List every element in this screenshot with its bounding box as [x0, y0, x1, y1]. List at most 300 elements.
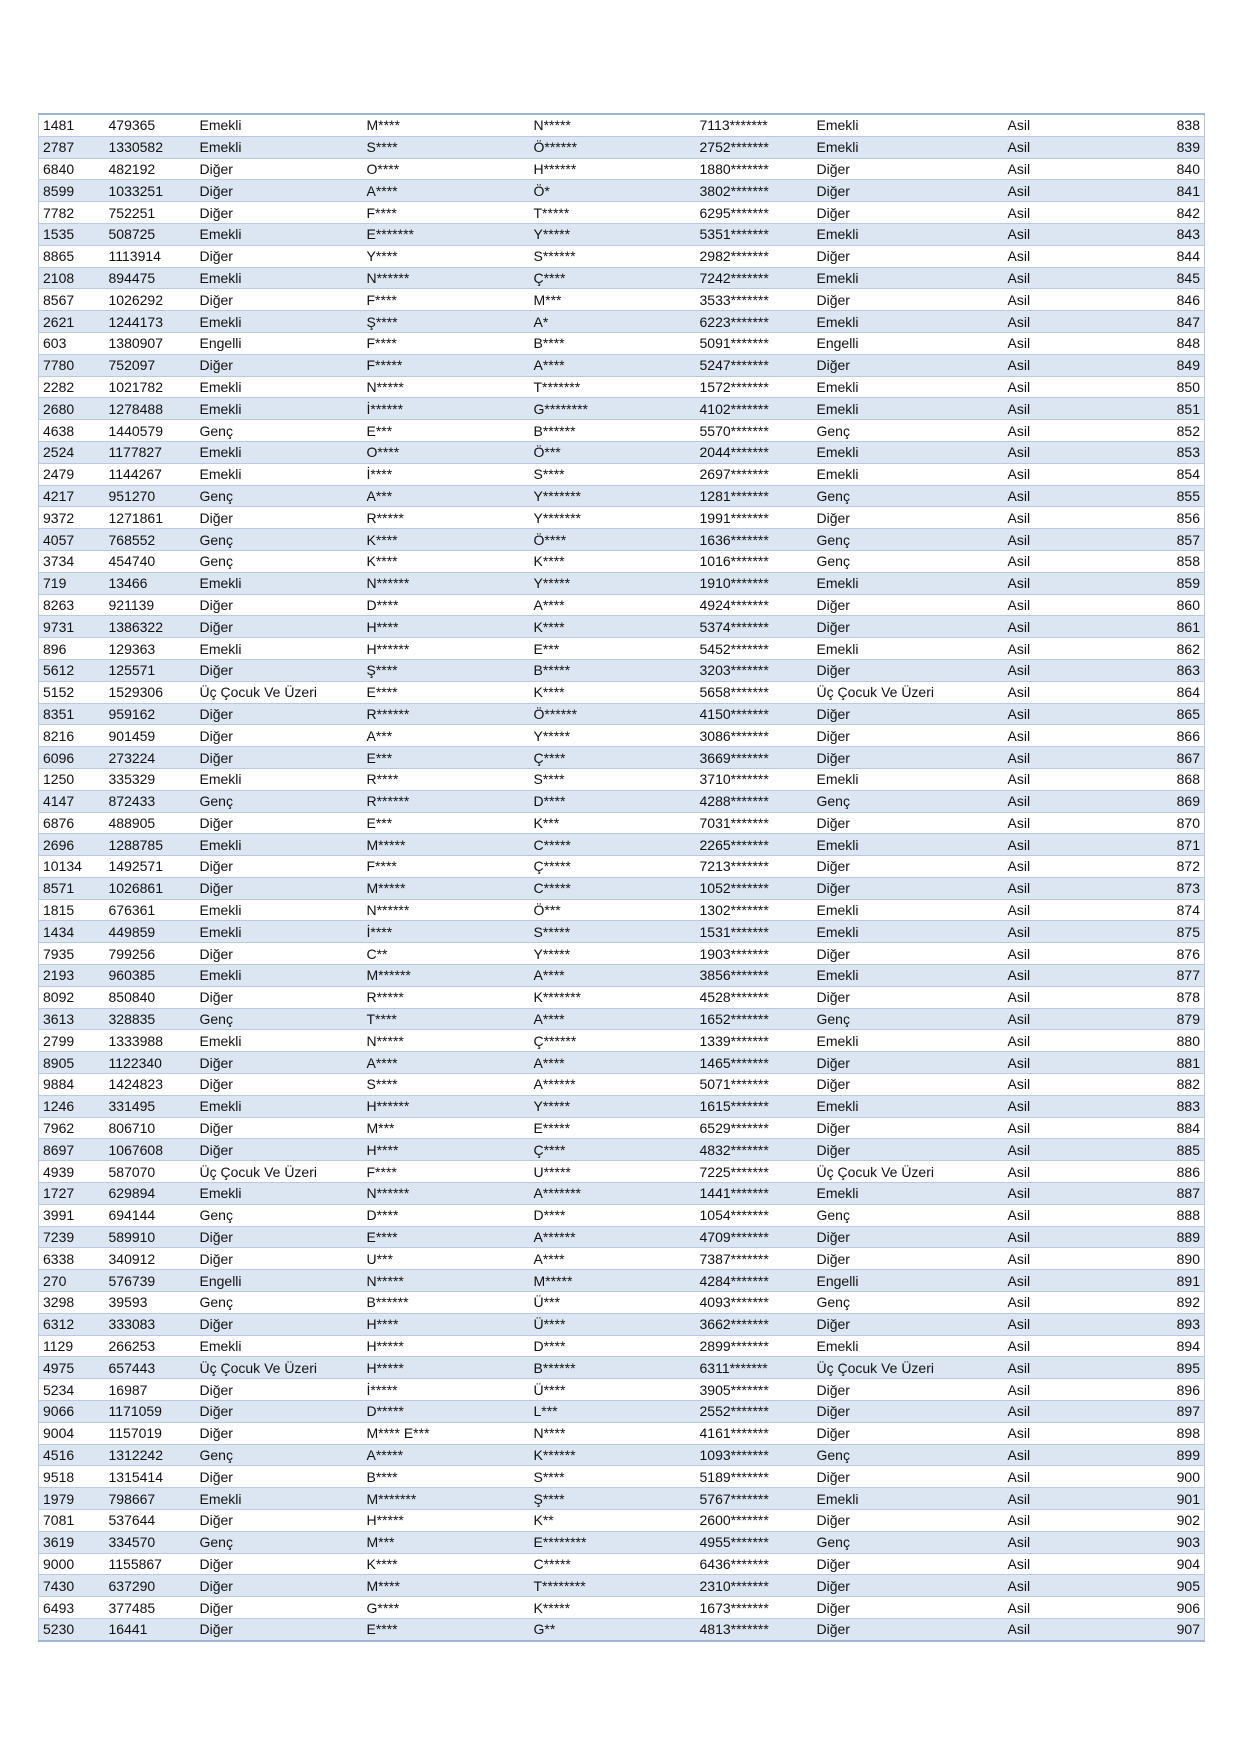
cell-last-name: Ö****** [530, 136, 696, 158]
cell-category: Emekli [196, 441, 363, 463]
cell-rank: 838 [1124, 114, 1205, 136]
cell-reference-no: 951270 [105, 485, 196, 507]
cell-quota-category: Diğer [813, 1074, 1004, 1096]
cell-id-number: 1052******* [696, 877, 813, 899]
cell-id-number: 3802******* [696, 180, 813, 202]
cell-last-name: G******** [530, 398, 696, 420]
cell-id-number: 1302******* [696, 899, 813, 921]
cell-category: Emekli [196, 463, 363, 485]
cell-category: Diğer [196, 289, 363, 311]
cell-application-no: 5230 [39, 1618, 105, 1640]
cell-application-no: 6312 [39, 1313, 105, 1335]
cell-quota-category: Diğer [813, 202, 1004, 224]
cell-category: Emekli [196, 114, 363, 136]
cell-rank: 851 [1124, 398, 1205, 420]
cell-reference-no: 1122340 [105, 1052, 196, 1074]
table-row [39, 202, 1205, 224]
cell-status: Asil [1004, 245, 1124, 267]
cell-id-number: 6436******* [696, 1553, 813, 1575]
cell-category: Diğer [196, 1466, 363, 1488]
cell-reference-no: 1288785 [105, 834, 196, 856]
cell-last-name: Ö****** [530, 703, 696, 725]
table-row [39, 1510, 1205, 1532]
cell-category: Emekli [196, 136, 363, 158]
cell-application-no: 896 [39, 638, 105, 660]
cell-category: Emekli [196, 921, 363, 943]
cell-id-number: 7031******* [696, 812, 813, 834]
cell-status: Asil [1004, 1074, 1124, 1096]
table-row [39, 1575, 1205, 1597]
cell-category: Diğer [196, 1052, 363, 1074]
cell-reference-no: 1144267 [105, 463, 196, 485]
cell-last-name: Y***** [530, 725, 696, 747]
cell-first-name: E*** [363, 812, 530, 834]
cell-last-name: Ç***** [530, 856, 696, 878]
cell-application-no: 9884 [39, 1074, 105, 1096]
cell-reference-no: 1424823 [105, 1074, 196, 1096]
cell-quota-category: Diğer [813, 1618, 1004, 1640]
cell-last-name: Y***** [530, 223, 696, 245]
cell-last-name: Y***** [530, 572, 696, 594]
table-row [39, 1335, 1205, 1357]
cell-id-number: 5570******* [696, 420, 813, 442]
cell-reference-no: 1312242 [105, 1444, 196, 1466]
cell-status: Asil [1004, 114, 1124, 136]
table-row [39, 507, 1205, 529]
cell-application-no: 4217 [39, 485, 105, 507]
table-row [39, 441, 1205, 463]
cell-last-name: K**** [530, 616, 696, 638]
cell-category: Emekli [196, 376, 363, 398]
cell-category: Diğer [196, 1618, 363, 1640]
cell-first-name: H***** [363, 1335, 530, 1357]
cell-last-name: A**** [530, 965, 696, 987]
cell-first-name: S**** [363, 1074, 530, 1096]
cell-quota-category: Diğer [813, 180, 1004, 202]
cell-quota-category: Emekli [813, 223, 1004, 245]
cell-first-name: F***** [363, 354, 530, 376]
cell-status: Asil [1004, 1401, 1124, 1423]
cell-reference-no: 1244173 [105, 311, 196, 333]
cell-quota-category: Genç [813, 485, 1004, 507]
cell-first-name: F**** [363, 1161, 530, 1183]
cell-application-no: 3991 [39, 1204, 105, 1226]
cell-status: Asil [1004, 550, 1124, 572]
cell-first-name: A***** [363, 1444, 530, 1466]
cell-reference-no: 768552 [105, 529, 196, 551]
cell-id-number: 1903******* [696, 943, 813, 965]
cell-reference-no: 1177827 [105, 441, 196, 463]
cell-status: Asil [1004, 1226, 1124, 1248]
cell-quota-category: Emekli [813, 441, 1004, 463]
cell-category: Diğer [196, 158, 363, 180]
cell-application-no: 270 [39, 1270, 105, 1292]
cell-reference-no: 1386322 [105, 616, 196, 638]
cell-category: Emekli [196, 267, 363, 289]
cell-id-number: 6311******* [696, 1357, 813, 1379]
cell-first-name: F**** [363, 332, 530, 354]
cell-application-no: 5234 [39, 1379, 105, 1401]
cell-reference-no: 482192 [105, 158, 196, 180]
table-row [39, 921, 1205, 943]
cell-quota-category: Diğer [813, 289, 1004, 311]
cell-reference-no: 1026292 [105, 289, 196, 311]
cell-status: Asil [1004, 1117, 1124, 1139]
table-row [39, 1292, 1205, 1314]
cell-application-no: 2621 [39, 311, 105, 333]
cell-application-no: 1727 [39, 1183, 105, 1205]
cell-application-no: 2108 [39, 267, 105, 289]
cell-application-no: 6840 [39, 158, 105, 180]
cell-first-name: R****** [363, 703, 530, 725]
cell-application-no: 2479 [39, 463, 105, 485]
cell-rank: 853 [1124, 441, 1205, 463]
cell-status: Asil [1004, 267, 1124, 289]
cell-category: Diğer [196, 1074, 363, 1096]
cell-last-name: D**** [530, 1204, 696, 1226]
cell-application-no: 9372 [39, 507, 105, 529]
cell-id-number: 3905******* [696, 1379, 813, 1401]
cell-id-number: 2697******* [696, 463, 813, 485]
table-row [39, 158, 1205, 180]
cell-first-name: M***** [363, 834, 530, 856]
cell-application-no: 8865 [39, 245, 105, 267]
cell-reference-no: 806710 [105, 1117, 196, 1139]
table-row [39, 245, 1205, 267]
cell-last-name: E***** [530, 1117, 696, 1139]
cell-id-number: 3533******* [696, 289, 813, 311]
cell-id-number: 1880******* [696, 158, 813, 180]
cell-last-name: A**** [530, 1248, 696, 1270]
cell-reference-no: 1033251 [105, 180, 196, 202]
cell-rank: 842 [1124, 202, 1205, 224]
cell-id-number: 3086******* [696, 725, 813, 747]
table-row [39, 332, 1205, 354]
cell-first-name: D**** [363, 1204, 530, 1226]
cell-status: Asil [1004, 768, 1124, 790]
cell-first-name: İ**** [363, 463, 530, 485]
cell-application-no: 4638 [39, 420, 105, 442]
cell-rank: 847 [1124, 311, 1205, 333]
cell-application-no: 2787 [39, 136, 105, 158]
cell-category: Emekli [196, 311, 363, 333]
cell-first-name: R***** [363, 507, 530, 529]
cell-last-name: C***** [530, 834, 696, 856]
cell-status: Asil [1004, 1597, 1124, 1619]
cell-last-name: U***** [530, 1161, 696, 1183]
cell-rank: 900 [1124, 1466, 1205, 1488]
cell-first-name: M******* [363, 1488, 530, 1510]
table-row [39, 1270, 1205, 1292]
cell-first-name: M**** [363, 114, 530, 136]
table-row [39, 1095, 1205, 1117]
cell-last-name: L*** [530, 1401, 696, 1423]
cell-category: Genç [196, 1008, 363, 1030]
cell-status: Asil [1004, 747, 1124, 769]
cell-first-name: N***** [363, 1270, 530, 1292]
cell-status: Asil [1004, 1444, 1124, 1466]
cell-status: Asil [1004, 1488, 1124, 1510]
cell-first-name: H****** [363, 638, 530, 660]
cell-application-no: 4147 [39, 790, 105, 812]
cell-rank: 858 [1124, 550, 1205, 572]
cell-rank: 841 [1124, 180, 1205, 202]
cell-category: Emekli [196, 1183, 363, 1205]
cell-category: Genç [196, 1204, 363, 1226]
cell-status: Asil [1004, 507, 1124, 529]
cell-application-no: 2799 [39, 1030, 105, 1052]
cell-status: Asil [1004, 1161, 1124, 1183]
cell-category: Emekli [196, 223, 363, 245]
cell-reference-no: 1330582 [105, 136, 196, 158]
table-row [39, 659, 1205, 681]
cell-application-no: 1979 [39, 1488, 105, 1510]
cell-quota-category: Emekli [813, 311, 1004, 333]
cell-first-name: H**** [363, 1139, 530, 1161]
cell-id-number: 2552******* [696, 1401, 813, 1423]
cell-category: Emekli [196, 1030, 363, 1052]
cell-last-name: K** [530, 1510, 696, 1532]
cell-id-number: 1652******* [696, 1008, 813, 1030]
cell-quota-category: Emekli [813, 1095, 1004, 1117]
cell-quota-category: Engelli [813, 332, 1004, 354]
table-row [39, 594, 1205, 616]
cell-id-number: 1441******* [696, 1183, 813, 1205]
cell-category: Diğer [196, 1575, 363, 1597]
cell-status: Asil [1004, 1052, 1124, 1074]
cell-reference-no: 1315414 [105, 1466, 196, 1488]
cell-application-no: 1434 [39, 921, 105, 943]
cell-first-name: M**** E*** [363, 1422, 530, 1444]
cell-application-no: 1481 [39, 114, 105, 136]
cell-last-name: B****** [530, 1357, 696, 1379]
cell-first-name: B****** [363, 1292, 530, 1314]
cell-rank: 887 [1124, 1183, 1205, 1205]
cell-reference-no: 921139 [105, 594, 196, 616]
cell-id-number: 2600******* [696, 1510, 813, 1532]
cell-application-no: 8092 [39, 986, 105, 1008]
cell-category: Diğer [196, 1313, 363, 1335]
cell-rank: 874 [1124, 899, 1205, 921]
cell-id-number: 4102******* [696, 398, 813, 420]
cell-id-number: 1991******* [696, 507, 813, 529]
cell-status: Asil [1004, 311, 1124, 333]
cell-category: Genç [196, 1292, 363, 1314]
cell-status: Asil [1004, 223, 1124, 245]
cell-rank: 902 [1124, 1510, 1205, 1532]
cell-rank: 907 [1124, 1618, 1205, 1640]
cell-rank: 854 [1124, 463, 1205, 485]
table-row [39, 529, 1205, 551]
cell-id-number: 4284******* [696, 1270, 813, 1292]
cell-first-name: M*** [363, 1117, 530, 1139]
cell-status: Asil [1004, 1313, 1124, 1335]
cell-id-number: 3669******* [696, 747, 813, 769]
cell-application-no: 3619 [39, 1531, 105, 1553]
cell-first-name: E**** [363, 1618, 530, 1640]
cell-rank: 845 [1124, 267, 1205, 289]
cell-category: Diğer [196, 245, 363, 267]
cell-id-number: 5247******* [696, 354, 813, 376]
cell-category: Üç Çocuk Ve Üzeri [196, 1161, 363, 1183]
cell-application-no: 719 [39, 572, 105, 594]
cell-quota-category: Diğer [813, 1597, 1004, 1619]
table-row [39, 943, 1205, 965]
cell-category: Diğer [196, 812, 363, 834]
cell-rank: 849 [1124, 354, 1205, 376]
cell-first-name: N****** [363, 899, 530, 921]
cell-application-no: 3613 [39, 1008, 105, 1030]
cell-first-name: N****** [363, 572, 530, 594]
cell-status: Asil [1004, 1030, 1124, 1052]
cell-quota-category: Genç [813, 529, 1004, 551]
cell-status: Asil [1004, 877, 1124, 899]
cell-category: Emekli [196, 638, 363, 660]
cell-id-number: 7387******* [696, 1248, 813, 1270]
cell-first-name: E******* [363, 223, 530, 245]
cell-category: Diğer [196, 180, 363, 202]
cell-reference-no: 334570 [105, 1531, 196, 1553]
cell-status: Asil [1004, 899, 1124, 921]
cell-application-no: 9518 [39, 1466, 105, 1488]
cell-status: Asil [1004, 398, 1124, 420]
cell-quota-category: Emekli [813, 899, 1004, 921]
cell-last-name: T***** [530, 202, 696, 224]
cell-id-number: 4709******* [696, 1226, 813, 1248]
cell-rank: 886 [1124, 1161, 1205, 1183]
cell-last-name: Y******* [530, 485, 696, 507]
cell-id-number: 1054******* [696, 1204, 813, 1226]
allocation-table [38, 113, 1205, 1642]
cell-application-no: 2282 [39, 376, 105, 398]
cell-category: Diğer [196, 659, 363, 681]
cell-quota-category: Emekli [813, 267, 1004, 289]
table-row [39, 834, 1205, 856]
table-row [39, 1597, 1205, 1619]
cell-application-no: 1250 [39, 768, 105, 790]
cell-quota-category: Emekli [813, 572, 1004, 594]
cell-first-name: H**** [363, 1313, 530, 1335]
cell-last-name: D**** [530, 1335, 696, 1357]
cell-application-no: 8567 [39, 289, 105, 311]
cell-quota-category: Emekli [813, 1030, 1004, 1052]
table-row [39, 1401, 1205, 1423]
cell-reference-no: 508725 [105, 223, 196, 245]
cell-status: Asil [1004, 1379, 1124, 1401]
cell-status: Asil [1004, 921, 1124, 943]
cell-last-name: K*** [530, 812, 696, 834]
cell-category: Diğer [196, 703, 363, 725]
table-row [39, 1183, 1205, 1205]
cell-quota-category: Engelli [813, 1270, 1004, 1292]
cell-rank: 840 [1124, 158, 1205, 180]
cell-application-no: 2680 [39, 398, 105, 420]
cell-rank: 844 [1124, 245, 1205, 267]
cell-last-name: K**** [530, 550, 696, 572]
cell-first-name: A*** [363, 725, 530, 747]
cell-status: Asil [1004, 1248, 1124, 1270]
table-row [39, 376, 1205, 398]
cell-application-no: 4939 [39, 1161, 105, 1183]
cell-quota-category: Diğer [813, 1422, 1004, 1444]
cell-id-number: 4955******* [696, 1531, 813, 1553]
cell-rank: 905 [1124, 1575, 1205, 1597]
cell-status: Asil [1004, 1575, 1124, 1597]
cell-id-number: 3662******* [696, 1313, 813, 1335]
cell-status: Asil [1004, 289, 1124, 311]
cell-rank: 895 [1124, 1357, 1205, 1379]
cell-quota-category: Genç [813, 1531, 1004, 1553]
cell-rank: 859 [1124, 572, 1205, 594]
cell-application-no: 1815 [39, 899, 105, 921]
table-row [39, 136, 1205, 158]
cell-category: Diğer [196, 1139, 363, 1161]
cell-reference-no: 328835 [105, 1008, 196, 1030]
cell-first-name: N***** [363, 1030, 530, 1052]
cell-last-name: N**** [530, 1422, 696, 1444]
cell-first-name: E*** [363, 420, 530, 442]
cell-category: Genç [196, 790, 363, 812]
cell-first-name: B**** [363, 1466, 530, 1488]
cell-status: Asil [1004, 594, 1124, 616]
cell-reference-no: 125571 [105, 659, 196, 681]
cell-rank: 903 [1124, 1531, 1205, 1553]
cell-id-number: 7113******* [696, 114, 813, 136]
cell-quota-category: Genç [813, 420, 1004, 442]
cell-id-number: 7242******* [696, 267, 813, 289]
cell-rank: 876 [1124, 943, 1205, 965]
cell-rank: 880 [1124, 1030, 1205, 1052]
cell-category: Diğer [196, 1117, 363, 1139]
cell-last-name: K***** [530, 1597, 696, 1619]
cell-id-number: 2982******* [696, 245, 813, 267]
table-row [39, 1117, 1205, 1139]
cell-application-no: 3298 [39, 1292, 105, 1314]
table-row [39, 114, 1205, 136]
cell-application-no: 7081 [39, 1510, 105, 1532]
cell-status: Asil [1004, 1270, 1124, 1292]
cell-rank: 843 [1124, 223, 1205, 245]
table-row [39, 1204, 1205, 1226]
cell-reference-no: 752097 [105, 354, 196, 376]
cell-first-name: T**** [363, 1008, 530, 1030]
cell-application-no: 1246 [39, 1095, 105, 1117]
cell-id-number: 1531******* [696, 921, 813, 943]
cell-reference-no: 798667 [105, 1488, 196, 1510]
cell-reference-no: 629894 [105, 1183, 196, 1205]
cell-category: Diğer [196, 594, 363, 616]
cell-rank: 888 [1124, 1204, 1205, 1226]
cell-quota-category: Emekli [813, 965, 1004, 987]
cell-first-name: N****** [363, 1183, 530, 1205]
cell-id-number: 5189******* [696, 1466, 813, 1488]
cell-first-name: D**** [363, 594, 530, 616]
cell-application-no: 8216 [39, 725, 105, 747]
cell-last-name: B****** [530, 420, 696, 442]
cell-last-name: B***** [530, 659, 696, 681]
cell-quota-category: Diğer [813, 1139, 1004, 1161]
cell-last-name: S**** [530, 768, 696, 790]
cell-application-no: 9004 [39, 1422, 105, 1444]
cell-first-name: R***** [363, 986, 530, 1008]
cell-reference-no: 1333988 [105, 1030, 196, 1052]
cell-category: Emekli [196, 572, 363, 594]
cell-rank: 883 [1124, 1095, 1205, 1117]
cell-last-name: Y***** [530, 1095, 696, 1117]
cell-reference-no: 1380907 [105, 332, 196, 354]
cell-reference-no: 266253 [105, 1335, 196, 1357]
cell-rank: 848 [1124, 332, 1205, 354]
